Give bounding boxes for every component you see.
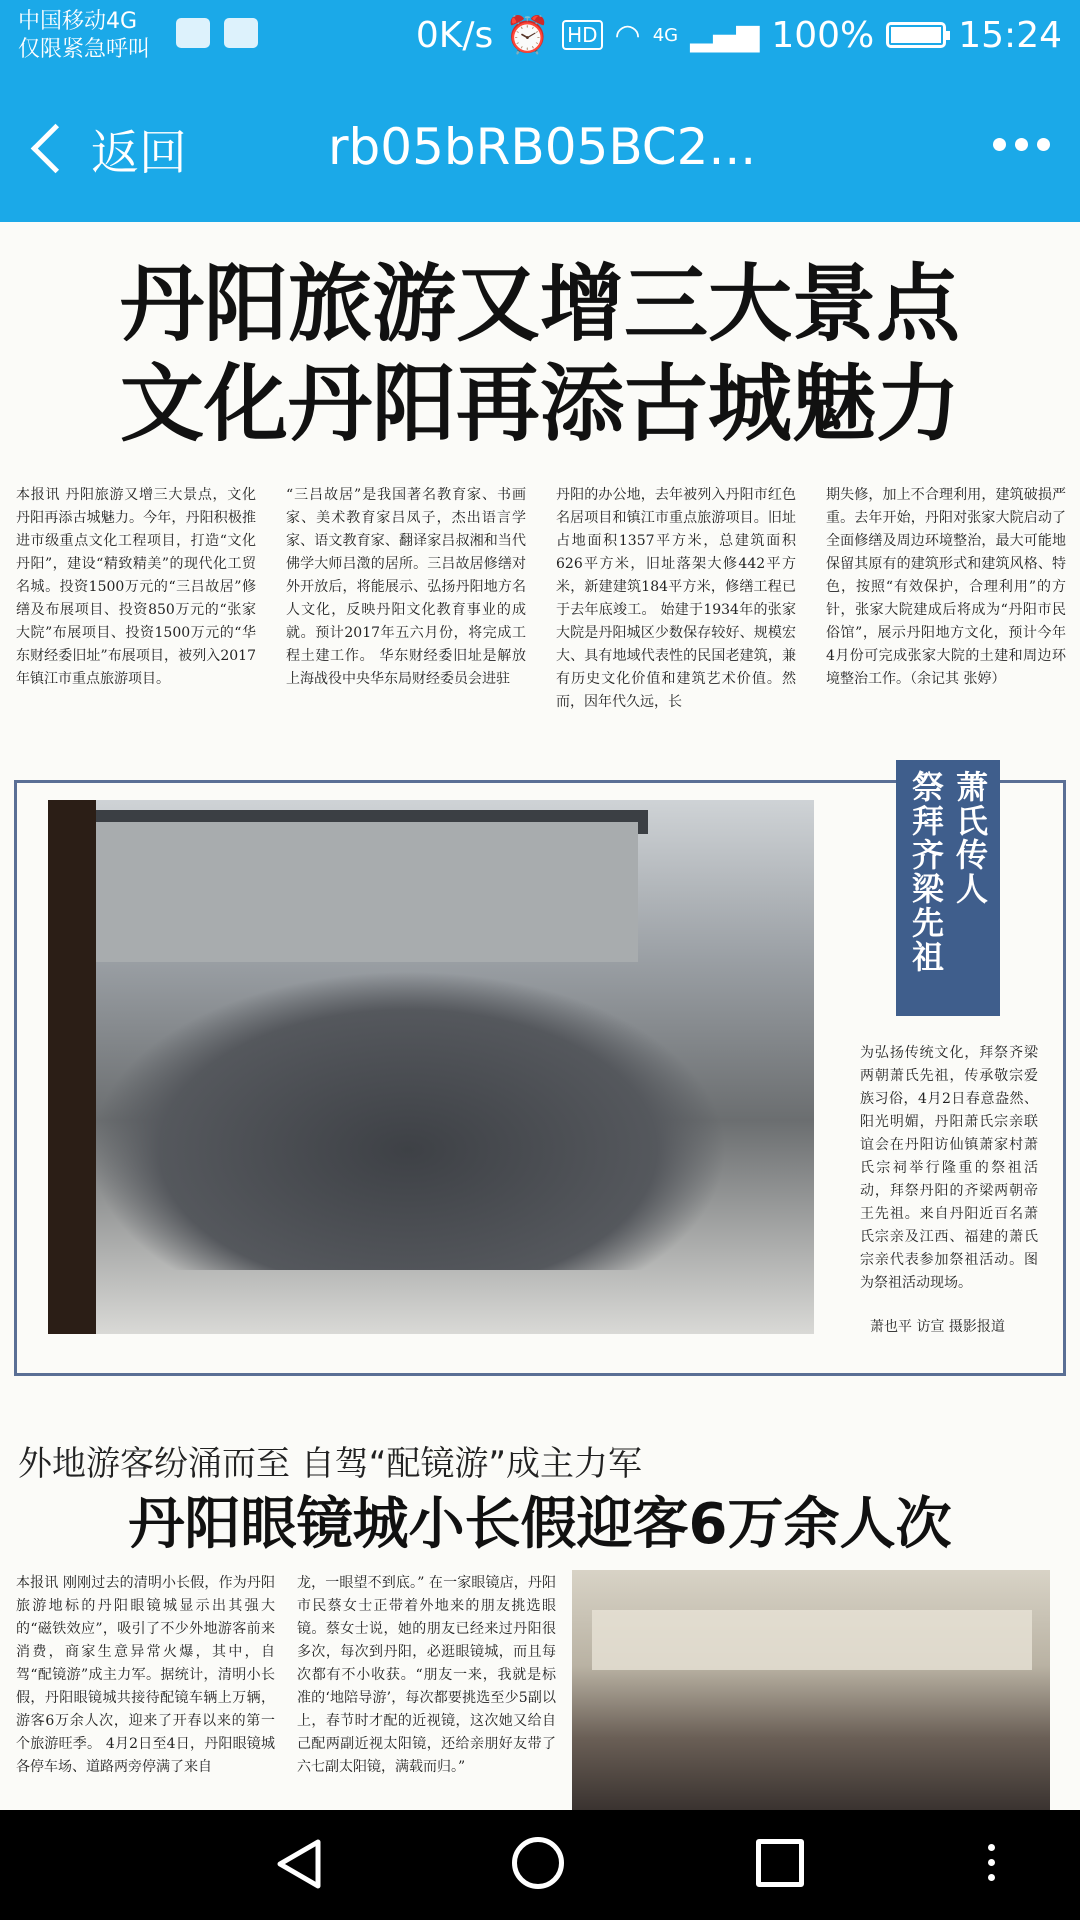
signal-icon: ▂▄▆	[690, 17, 760, 53]
photo-post	[48, 800, 96, 1334]
photo-shelf	[592, 1610, 1032, 1670]
article1-column: 期失修，加上不合理利用，建筑破损严重。去年开始，丹阳对张家大院启动了全面修缮及周边环境整治，最大可能地保留其原有的建筑形式和建筑风格、特色，按照“有效保护，合理利用”的方针，张家大院建成后将成为“丹阳市民俗馆”，展示丹阳地方文化，预计今年4月份可完成张家大院的土建和周边环境整治工作。（余记其 张婷）	[826, 487, 1066, 687]
article2-column: 龙，一眼望不到底。” 在一家眼镜店，丹阳市民蔡女士正带着外地来的朋友挑选眼镜。蔡女士说，她的朋友已经来过丹阳很多次，每次到丹阳，必逛眼镜城，而且每次都有不小收获。“朋友一来，我就是标准的‘地陪导游’，每次都要挑选至少5副以上，春节时才配的近视镜，这次她又给自己配两副近视太阳镜，还给亲朋好友带了六七副太阳镜，满载而归。”	[297, 1575, 556, 1775]
eyeglass-store-photo	[572, 1570, 1050, 1810]
network-type: 4G	[652, 24, 679, 46]
nav-home-icon[interactable]	[512, 1837, 564, 1889]
battery-icon	[886, 22, 946, 48]
nav-back-icon[interactable]	[274, 1838, 324, 1890]
health-app-icon	[176, 18, 210, 48]
alarm-icon: ⏰	[505, 15, 551, 56]
battery-percent: 100%	[771, 14, 875, 56]
article2-column: 本报讯 刚刚过去的清明小长假，作为丹阳旅游地标的丹阳眼镜城显示出其强大的“磁铁效应”，吸引了不少外地游客前来消费，商家生意异常火爆，其中，自驾“配镜游”成主力军。据统计，清明小长假，丹阳眼镜城共接待配镜车辆上万辆，游客6万余人次，迎来了开春以来的第一个旅游旺季。 4月2日至4日，丹阳眼镜城各停车场、道路两旁停满了来自	[16, 1575, 275, 1775]
gallery-app-icon	[224, 18, 258, 48]
vertical-title-col2: 祭拜齐梁先祖	[907, 770, 945, 974]
ceremony-photo	[48, 800, 814, 1334]
photo-wall	[78, 822, 638, 962]
headline-line1: 丹阳旅游又增三大景点	[119, 254, 960, 353]
status-right	[416, 14, 1062, 56]
notification-icons	[176, 18, 258, 48]
nav-recents-icon[interactable]	[756, 1839, 804, 1887]
network-speed: 0K/s	[415, 14, 494, 56]
vertical-title-col1: 萧氏传人	[951, 770, 989, 906]
nav-menu-icon[interactable]	[988, 1844, 995, 1881]
article2-headline: 丹阳眼镜城小长假迎客6万余人次	[128, 1492, 952, 1557]
photo-feature-title	[896, 760, 1000, 1016]
page-title: rb05bRB05BC2...	[328, 118, 757, 176]
article1-column: 丹阳的办公地，去年被列入丹阳市红色名居项目和镇江市重点旅游项目。旧址占地面积1357平方米，总建筑面积626平方米，旧址落架大修442平方米，新建建筑184平方米，修缮工程已于去年底竣工。 始建于1934年的张家大院是丹阳城区少数保存较好、规模宏大、具有地域代表性的民国老建筑，兼有历史文化价值和建筑艺术价值。然而，因年代久远，长	[556, 487, 796, 710]
navigation-bar	[0, 1810, 1080, 1920]
wifi-icon: ◠	[614, 17, 641, 53]
more-options-icon[interactable]	[993, 138, 1050, 151]
clock: 15:24	[958, 14, 1062, 56]
hd-badge: HD	[562, 20, 602, 50]
carrier-name: 中国移动4G	[18, 9, 138, 34]
status-bar	[0, 0, 1080, 72]
photo-caption: 为弘扬传统文化，拜祭齐梁两朝萧氏先祖，传承敬宗爱族习俗，4月2日春意盎然、阳光明媚，丹阳萧氏宗亲联谊会在丹阳访仙镇萧家村萧氏宗祠举行隆重的祭祖活动，拜祭丹阳的齐梁两朝帝王先祖。来自丹阳近百名萧氏宗亲及江西、福建的萧氏宗亲代表参加祭祖活动。图为祭祖活动现场。	[860, 1045, 1038, 1291]
back-label: 返回	[91, 125, 188, 181]
newspaper-page[interactable]	[0, 222, 1080, 1810]
photo-crowd	[88, 970, 728, 1270]
article2-subheadline: 外地游客纷涌而至 自驾“配镜游”成主力军	[18, 1444, 643, 1484]
app-bar	[0, 72, 1080, 222]
headline-line2: 文化丹阳再添古城魅力	[119, 354, 960, 453]
photo-credit: 萧也平 访宣 摄影报道	[870, 1319, 1005, 1335]
article1-column: “三吕故居”是我国著名教育家、书画家、美术教育家吕凤子，杰出语言学家、语文教育家、翻译家吕叔湘和当代佛学大师吕澂的居所。三吕故居修缮对外开放后，将能展示、弘扬丹阳地方名人文化，反映丹阳文化教育事业的成就。预计2017年五六月份，将完成工程土建工作。 华东财经委旧址是解放上海战役中央华东局财经委员会进驻	[286, 487, 526, 687]
emergency-only: 仅限紧急呼叫	[18, 37, 151, 62]
article1-headline	[0, 254, 1080, 454]
chevron-left-icon	[31, 124, 80, 173]
article2-body	[16, 1572, 556, 1810]
carrier-info	[18, 8, 150, 64]
article1-column: 本报讯 丹阳旅游又增三大景点，文化丹阳再添古城魅力。今年，丹阳积极推进市级重点文化工程项目，打造“文化丹阳”，建设“精致精美”的现代化工贸名城。投资1500万元的“三吕故居”修缮及布展项目、投资850万元的“张家大院”布展项目、投资1500万元的“华东财经委旧址”布展项目，被列入2017年镇江市重点旅游项目。	[16, 487, 256, 687]
back-button[interactable]	[26, 114, 187, 183]
